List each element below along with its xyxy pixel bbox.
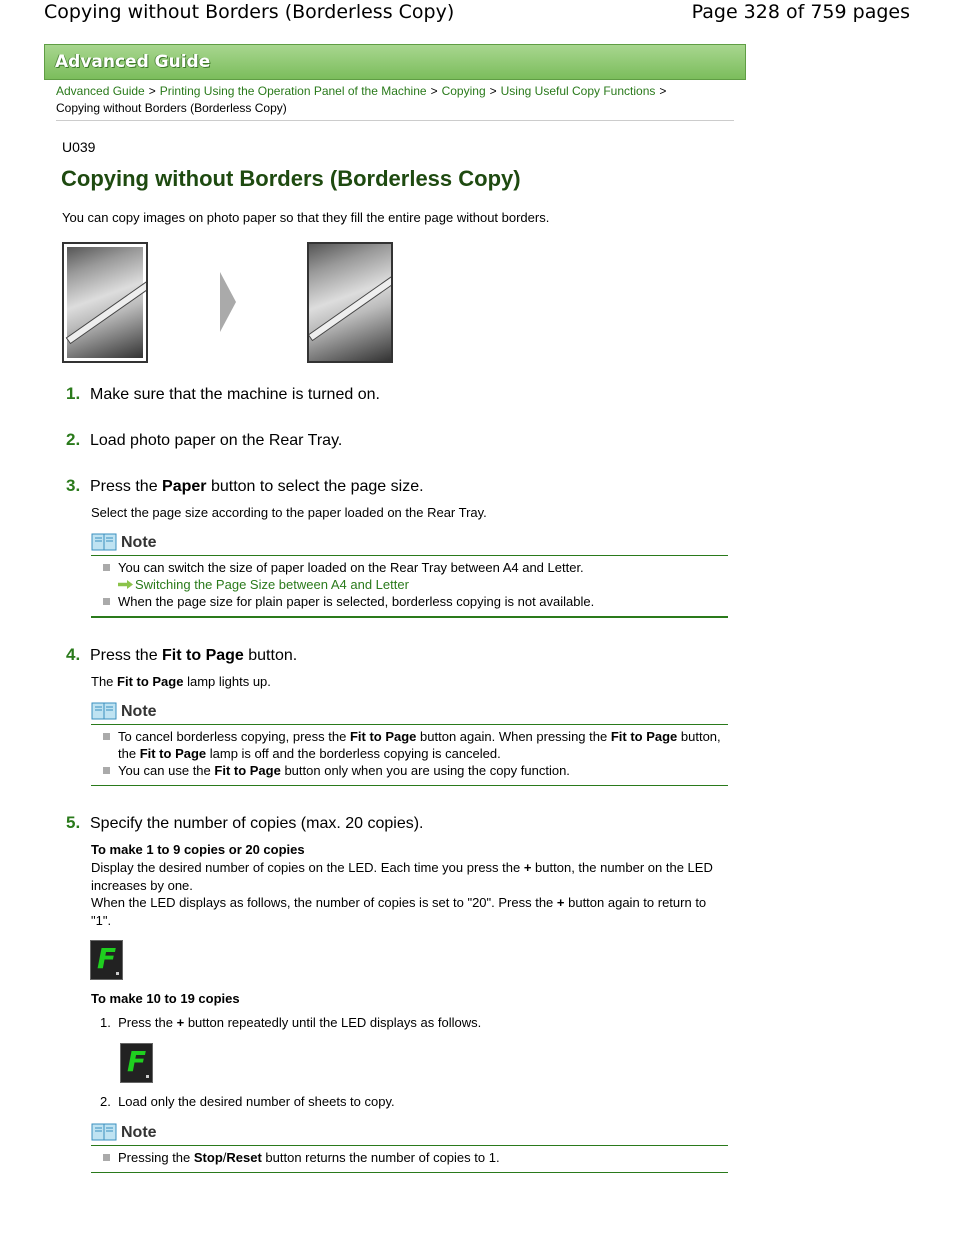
- page-title: Copying without Borders (Borderless Copy): [61, 166, 521, 191]
- note-item: You can use the Fit to Page button only when you are using the copy function.: [91, 762, 728, 779]
- breadcrumb-link-operation-panel[interactable]: Printing Using the Operation Panel of the Machine: [159, 84, 427, 98]
- substep-2: 2. Load only the desired number of sheets to copy.: [100, 1094, 395, 1109]
- step-1: 1. Make sure that the machine is turned on.: [66, 384, 380, 403]
- note-box-2: [91, 701, 728, 786]
- banner-label: Advanced Guide: [55, 52, 211, 72]
- breadcrumb-current: Copying without Borders (Borderless Copy): [56, 101, 287, 115]
- step-5: 5. Specify the number of copies (max. 20 copies).: [66, 813, 424, 832]
- note-item: You can switch the size of paper loaded on the Rear Tray between A4 and Letter. Switching the Page Size between A4 and Letter: [91, 559, 728, 593]
- note-box-3: [91, 1122, 728, 1173]
- step-2: 2. Load photo paper on the Rear Tray.: [66, 430, 343, 449]
- original-photo-image: [62, 242, 148, 363]
- led-display-image: F: [90, 940, 123, 980]
- switching-page-size-link[interactable]: Switching the Page Size between A4 and Letter: [135, 577, 409, 592]
- led-display-image: F: [120, 1043, 153, 1083]
- step-5-heading-2: To make 10 to 19 copies: [91, 991, 240, 1006]
- link-arrow-icon: [118, 580, 133, 589]
- step-4: 4. Press the Fit to Page button.: [66, 645, 298, 664]
- breadcrumb: Advanced Guide > Printing Using the Operation Panel of the Machine > Copying > Using Useful Copy Functions > Copying without Borders (Borderless Copy): [56, 84, 667, 115]
- book-icon: [91, 701, 117, 721]
- note-title: Note: [121, 703, 157, 720]
- step-5-paragraph: Display the desired number of copies on the LED. Each time you press the + button, the number on the LED increases by one. When the LED displays as follows, the number of copies is set to "20". Press the + button again to return to "1".: [91, 860, 713, 928]
- breadcrumb-link-useful-copy-functions[interactable]: Using Useful Copy Functions: [500, 84, 656, 98]
- step-5-heading-1: To make 1 to 9 copies or 20 copies: [91, 842, 305, 857]
- substep-1: 1. Press the + button repeatedly until the LED displays as follows.: [100, 1015, 482, 1030]
- step-4-detail: The Fit to Page lamp lights up.: [91, 674, 271, 689]
- note-item: Pressing the Stop/Reset button returns the number of copies to 1.: [91, 1149, 728, 1166]
- book-icon: [91, 1122, 117, 1142]
- borderless-photo-image: [307, 242, 393, 363]
- step-3-detail: Select the page size according to the paper loaded on the Rear Tray.: [91, 505, 487, 520]
- breadcrumb-link-advanced-guide[interactable]: Advanced Guide: [56, 84, 145, 98]
- page-code: U039: [62, 139, 96, 155]
- note-item: To cancel borderless copying, press the Fit to Page button again. When pressing the Fit to Page button, the Fit to Page lamp is off and the borderless copying is canceled.: [91, 728, 728, 762]
- note-title: Note: [121, 1124, 157, 1141]
- divider: [56, 120, 734, 121]
- page-header-title: Copying without Borders (Borderless Copy): [44, 1, 455, 23]
- breadcrumb-link-copying[interactable]: Copying: [441, 84, 486, 98]
- book-icon: [91, 532, 117, 552]
- arrow-right-icon: [220, 272, 236, 332]
- step-3: 3. Press the Paper button to select the page size.: [66, 476, 424, 495]
- note-box-1: [91, 532, 728, 618]
- intro-text: You can copy images on photo paper so that they fill the entire page without borders.: [62, 210, 550, 225]
- page-number: Page 328 of 759 pages: [691, 1, 910, 23]
- note-item: When the page size for plain paper is selected, borderless copying is not available.: [91, 593, 728, 610]
- advanced-guide-banner: [44, 44, 746, 80]
- note-title: Note: [121, 534, 157, 551]
